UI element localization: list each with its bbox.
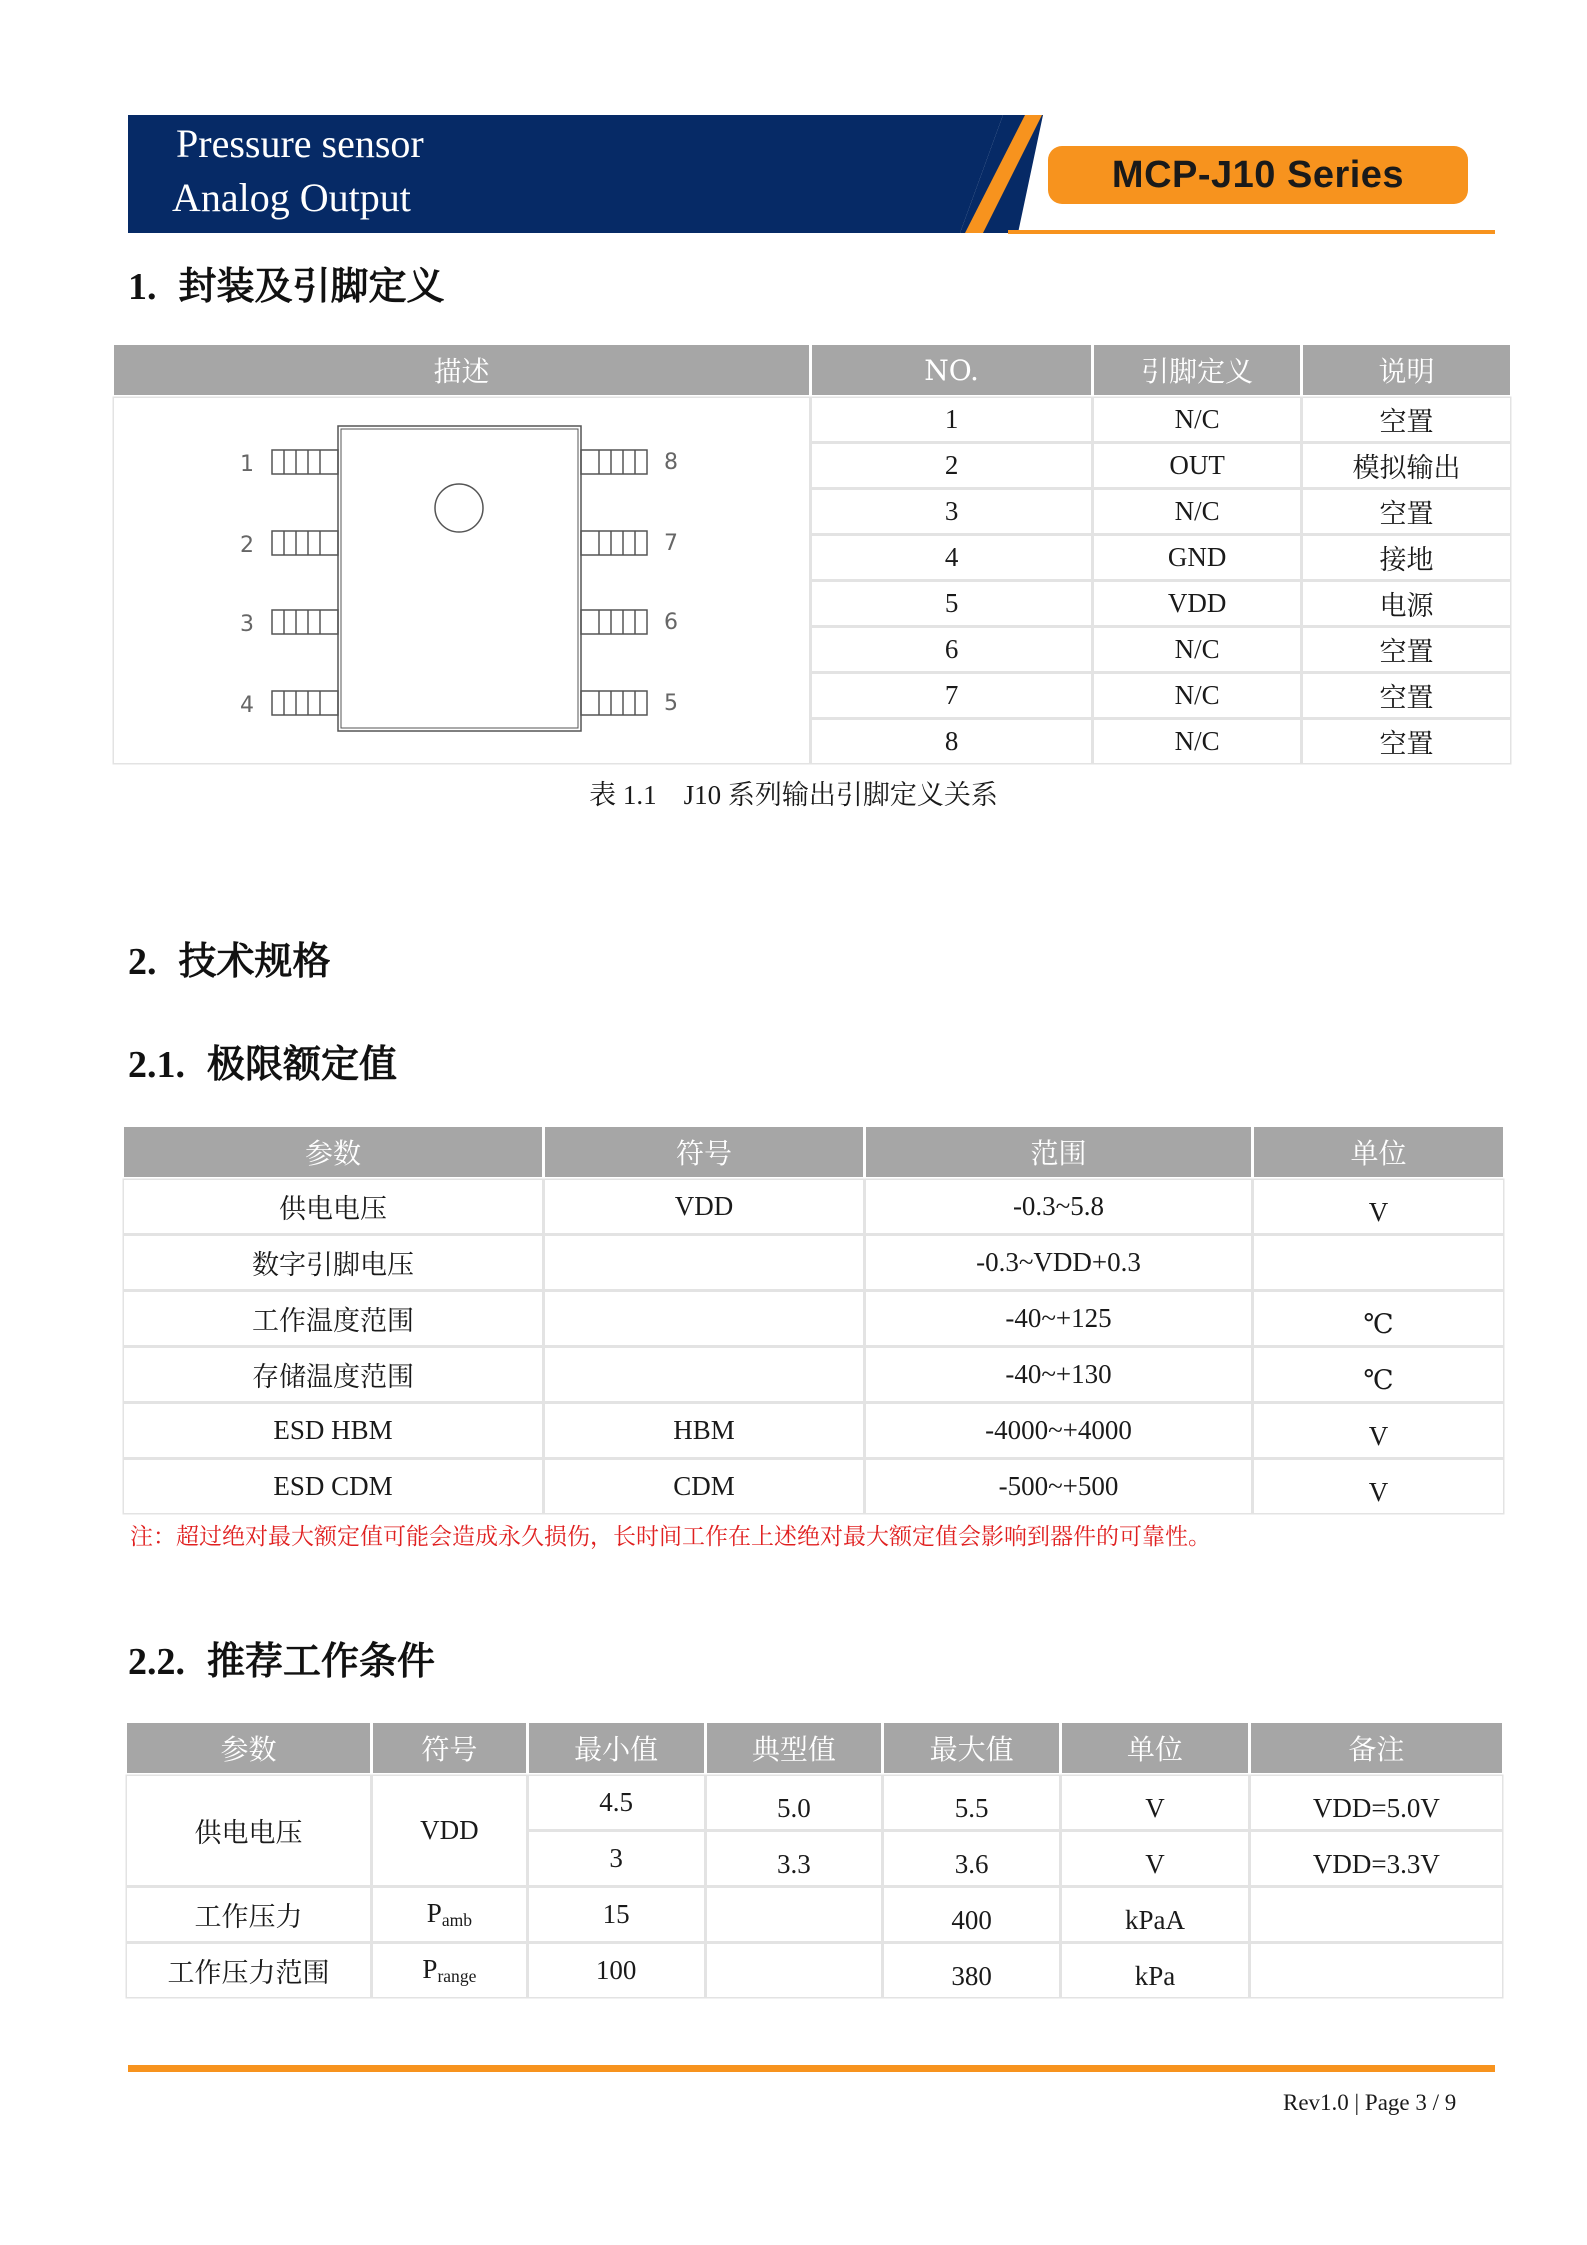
pin-5-lead [581, 691, 647, 715]
pin-desc: 空置 [1303, 628, 1510, 671]
pin-no: 3 [812, 490, 1091, 533]
right-pins [581, 450, 647, 715]
pin-1-lead [272, 450, 338, 474]
remark-cell [1251, 1944, 1502, 1997]
symbol-cell: CDM [545, 1460, 863, 1513]
unit-cell [1254, 1348, 1503, 1401]
table-row [124, 1236, 1503, 1289]
pin-desc: 空置 [1303, 398, 1510, 441]
symbol-cell: VDD [373, 1776, 526, 1885]
pin-desc: 空置 [1303, 490, 1510, 533]
col-header-range: 范围 [866, 1127, 1251, 1177]
table-row [127, 1776, 1502, 1829]
unit-cell [1254, 1292, 1503, 1345]
pin-label-4: 4 [240, 693, 254, 718]
pin-no: 1 [812, 398, 1091, 441]
pin-no: 7 [812, 674, 1091, 717]
pin-desc: 模拟输出 [1303, 444, 1510, 487]
col-header-pin-def: 引脚定义 [1094, 345, 1300, 395]
pin-no: 4 [812, 536, 1091, 579]
symbol-cell: HBM [545, 1404, 863, 1457]
section-title: 极限额定值 [207, 1042, 398, 1086]
pin-name: VDD [1094, 582, 1300, 625]
pin-label-7: 7 [664, 531, 678, 556]
typ-cell [707, 1776, 882, 1829]
unit-cell [1254, 1460, 1503, 1513]
pin-8-lead [581, 450, 647, 474]
col-header-unit: 单位 [1254, 1127, 1503, 1177]
package-body-inner [341, 429, 578, 728]
pin-4-lead [272, 691, 338, 715]
pin-name: OUT [1094, 444, 1300, 487]
range-cell: -500~+500 [866, 1460, 1251, 1513]
param-cell: 工作温度范围 [124, 1292, 542, 1345]
table-row [124, 1292, 1503, 1345]
section-number: 2.1. [128, 1044, 185, 1086]
unit-cell [1062, 1832, 1248, 1885]
range-cell: -4000~+4000 [866, 1404, 1251, 1457]
col-header-note: 说明 [1303, 345, 1510, 395]
pin-label-5: 5 [664, 691, 678, 716]
pin-3-lead [272, 610, 338, 634]
unit-cell [1254, 1236, 1503, 1289]
table-row [124, 1404, 1503, 1457]
max-value: 3.6 [954, 1849, 989, 1879]
pin-label-8: 8 [664, 450, 678, 475]
absolute-ratings-table [121, 1124, 1506, 1516]
series-badge: MCP-J10 Series [1048, 146, 1468, 204]
table-row [127, 1888, 1502, 1941]
pin-name: N/C [1094, 398, 1300, 441]
unit-cell [1062, 1776, 1248, 1829]
max-cell [884, 1776, 1059, 1829]
unit-value: V [1368, 1421, 1389, 1451]
param-cell: 存储温度范围 [124, 1348, 542, 1401]
section-1-heading [128, 255, 445, 310]
remark-cell [1251, 1832, 1502, 1885]
range-cell: -40~+130 [866, 1348, 1251, 1401]
header-underline [1008, 230, 1495, 234]
symbol-cell [545, 1348, 863, 1401]
header-title-line1: Pressure sensor [176, 121, 424, 166]
remark-value: VDD=3.3V [1312, 1849, 1440, 1879]
symbol-cell [545, 1236, 863, 1289]
typ-value: 3.3 [777, 1849, 811, 1879]
symbol-main: P [422, 1954, 438, 1984]
section-title: 推荐工作条件 [207, 1639, 436, 1683]
pin-no: 6 [812, 628, 1091, 671]
param-cell: ESD CDM [124, 1460, 542, 1513]
pin-desc: 空置 [1303, 720, 1510, 763]
unit-value: kPa [1134, 1961, 1176, 1991]
pin-2-lead [272, 531, 338, 555]
recommended-conditions-table [124, 1720, 1505, 2000]
typ-cell [707, 1888, 882, 1941]
unit-value: V [1368, 1197, 1389, 1227]
symbol-main: P [426, 1898, 442, 1928]
symbol-cell: VDD [545, 1180, 863, 1233]
param-cell: 工作压力范围 [127, 1944, 370, 1997]
pin-name: N/C [1094, 674, 1300, 717]
unit-value: V [1145, 1849, 1165, 1879]
range-cell: -0.3~5.8 [866, 1180, 1251, 1233]
typ-cell [707, 1944, 882, 1997]
package-diagram-cell [114, 398, 809, 763]
param-cell: ESD HBM [124, 1404, 542, 1457]
typ-value: 5.0 [777, 1793, 811, 1823]
col-header-no: NO. [812, 345, 1091, 395]
pin-label-2: 2 [240, 533, 254, 558]
section-title: 封装及引脚定义 [178, 264, 445, 308]
col-header-typ: 典型值 [707, 1723, 882, 1773]
max-cell [884, 1832, 1059, 1885]
pin-6-lead [581, 610, 647, 634]
typ-cell [707, 1832, 882, 1885]
pin-name: GND [1094, 536, 1300, 579]
remark-value: VDD=5.0V [1312, 1793, 1440, 1823]
pin-label-6: 6 [664, 610, 678, 635]
pin-desc: 接地 [1303, 536, 1510, 579]
pin-label-1: 1 [240, 452, 254, 477]
page-footer: Rev1.0 | Page 3 / 9 [1283, 2090, 1457, 2115]
max-cell [884, 1944, 1059, 1997]
min-cell: 4.5 [529, 1776, 704, 1829]
table-row [124, 1348, 1503, 1401]
pin-desc: 电源 [1303, 582, 1510, 625]
footer-line [128, 2065, 1495, 2072]
col-header-param: 参数 [127, 1723, 370, 1773]
pin1-dot-marker [435, 484, 483, 532]
table-row [127, 1944, 1502, 1997]
col-header-max: 最大值 [884, 1723, 1059, 1773]
range-cell: -40~+125 [866, 1292, 1251, 1345]
col-header-remark: 备注 [1251, 1723, 1502, 1773]
unit-value: ℃ [1363, 1309, 1394, 1339]
param-cell: 数字引脚电压 [124, 1236, 542, 1289]
param-cell: 供电电压 [124, 1180, 542, 1233]
table-row [124, 1180, 1503, 1233]
unit-cell [1062, 1888, 1248, 1941]
unit-cell [1254, 1404, 1503, 1457]
col-header-description: 描述 [114, 345, 809, 395]
pin-no: 5 [812, 582, 1091, 625]
remark-cell [1251, 1776, 1502, 1829]
pin-definition-table [111, 342, 1513, 766]
section-number: 1. [128, 266, 157, 308]
table-caption: 表 1.1 J10 系列输出引脚定义关系 [589, 780, 998, 810]
warning-note: 注：超过绝对最大额定值可能会造成永久损伤，长时间工作在上述绝对最大额定值会影响到器件的可靠性。 [130, 1524, 1211, 1550]
section-2-heading [128, 930, 331, 985]
pin-label-3: 3 [240, 612, 254, 637]
col-header-symbol: 符号 [373, 1723, 526, 1773]
unit-cell [1062, 1944, 1248, 1997]
col-header-unit: 单位 [1062, 1723, 1248, 1773]
symbol-cell [373, 1888, 526, 1941]
unit-value: ℃ [1363, 1365, 1394, 1395]
min-cell: 100 [529, 1944, 704, 1997]
sop8-package-diagram [114, 398, 806, 763]
section-number: 2. [128, 941, 157, 983]
pin-no: 2 [812, 444, 1091, 487]
header-title-line2: Analog Output [172, 175, 411, 220]
pin-name: N/C [1094, 628, 1300, 671]
col-header-symbol: 符号 [545, 1127, 863, 1177]
symbol-subscript: amb [441, 1910, 472, 1930]
max-value: 5.5 [954, 1793, 989, 1823]
left-pins [272, 450, 338, 715]
pin-desc: 空置 [1303, 674, 1510, 717]
min-cell: 15 [529, 1888, 704, 1941]
param-cell: 供电电压 [127, 1776, 370, 1885]
unit-value: V [1368, 1477, 1389, 1507]
unit-value: kPaA [1124, 1905, 1185, 1935]
max-value: 380 [951, 1961, 992, 1991]
section-2-2-heading [128, 1630, 435, 1685]
section-2-1-heading [128, 1033, 397, 1088]
col-header-min: 最小值 [529, 1723, 704, 1773]
pin-no: 8 [812, 720, 1091, 763]
unit-value: V [1145, 1793, 1165, 1823]
unit-cell [1254, 1180, 1503, 1233]
section-title: 技术规格 [178, 939, 331, 983]
table-row [124, 1460, 1503, 1513]
symbol-cell [545, 1292, 863, 1345]
range-cell: -0.3~VDD+0.3 [866, 1236, 1251, 1289]
package-body-outer [338, 426, 581, 731]
pin-name: N/C [1094, 490, 1300, 533]
min-cell: 3 [529, 1832, 704, 1885]
max-value: 400 [951, 1905, 992, 1935]
remark-cell [1251, 1888, 1502, 1941]
symbol-cell [373, 1944, 526, 1997]
pin-name: N/C [1094, 720, 1300, 763]
symbol-subscript: range [437, 1966, 477, 1986]
pin-7-lead [581, 531, 647, 555]
col-header-param: 参数 [124, 1127, 542, 1177]
section-number: 2.2. [128, 1641, 185, 1683]
table-row [114, 398, 1510, 441]
max-cell [884, 1888, 1059, 1941]
param-cell: 工作压力 [127, 1888, 370, 1941]
